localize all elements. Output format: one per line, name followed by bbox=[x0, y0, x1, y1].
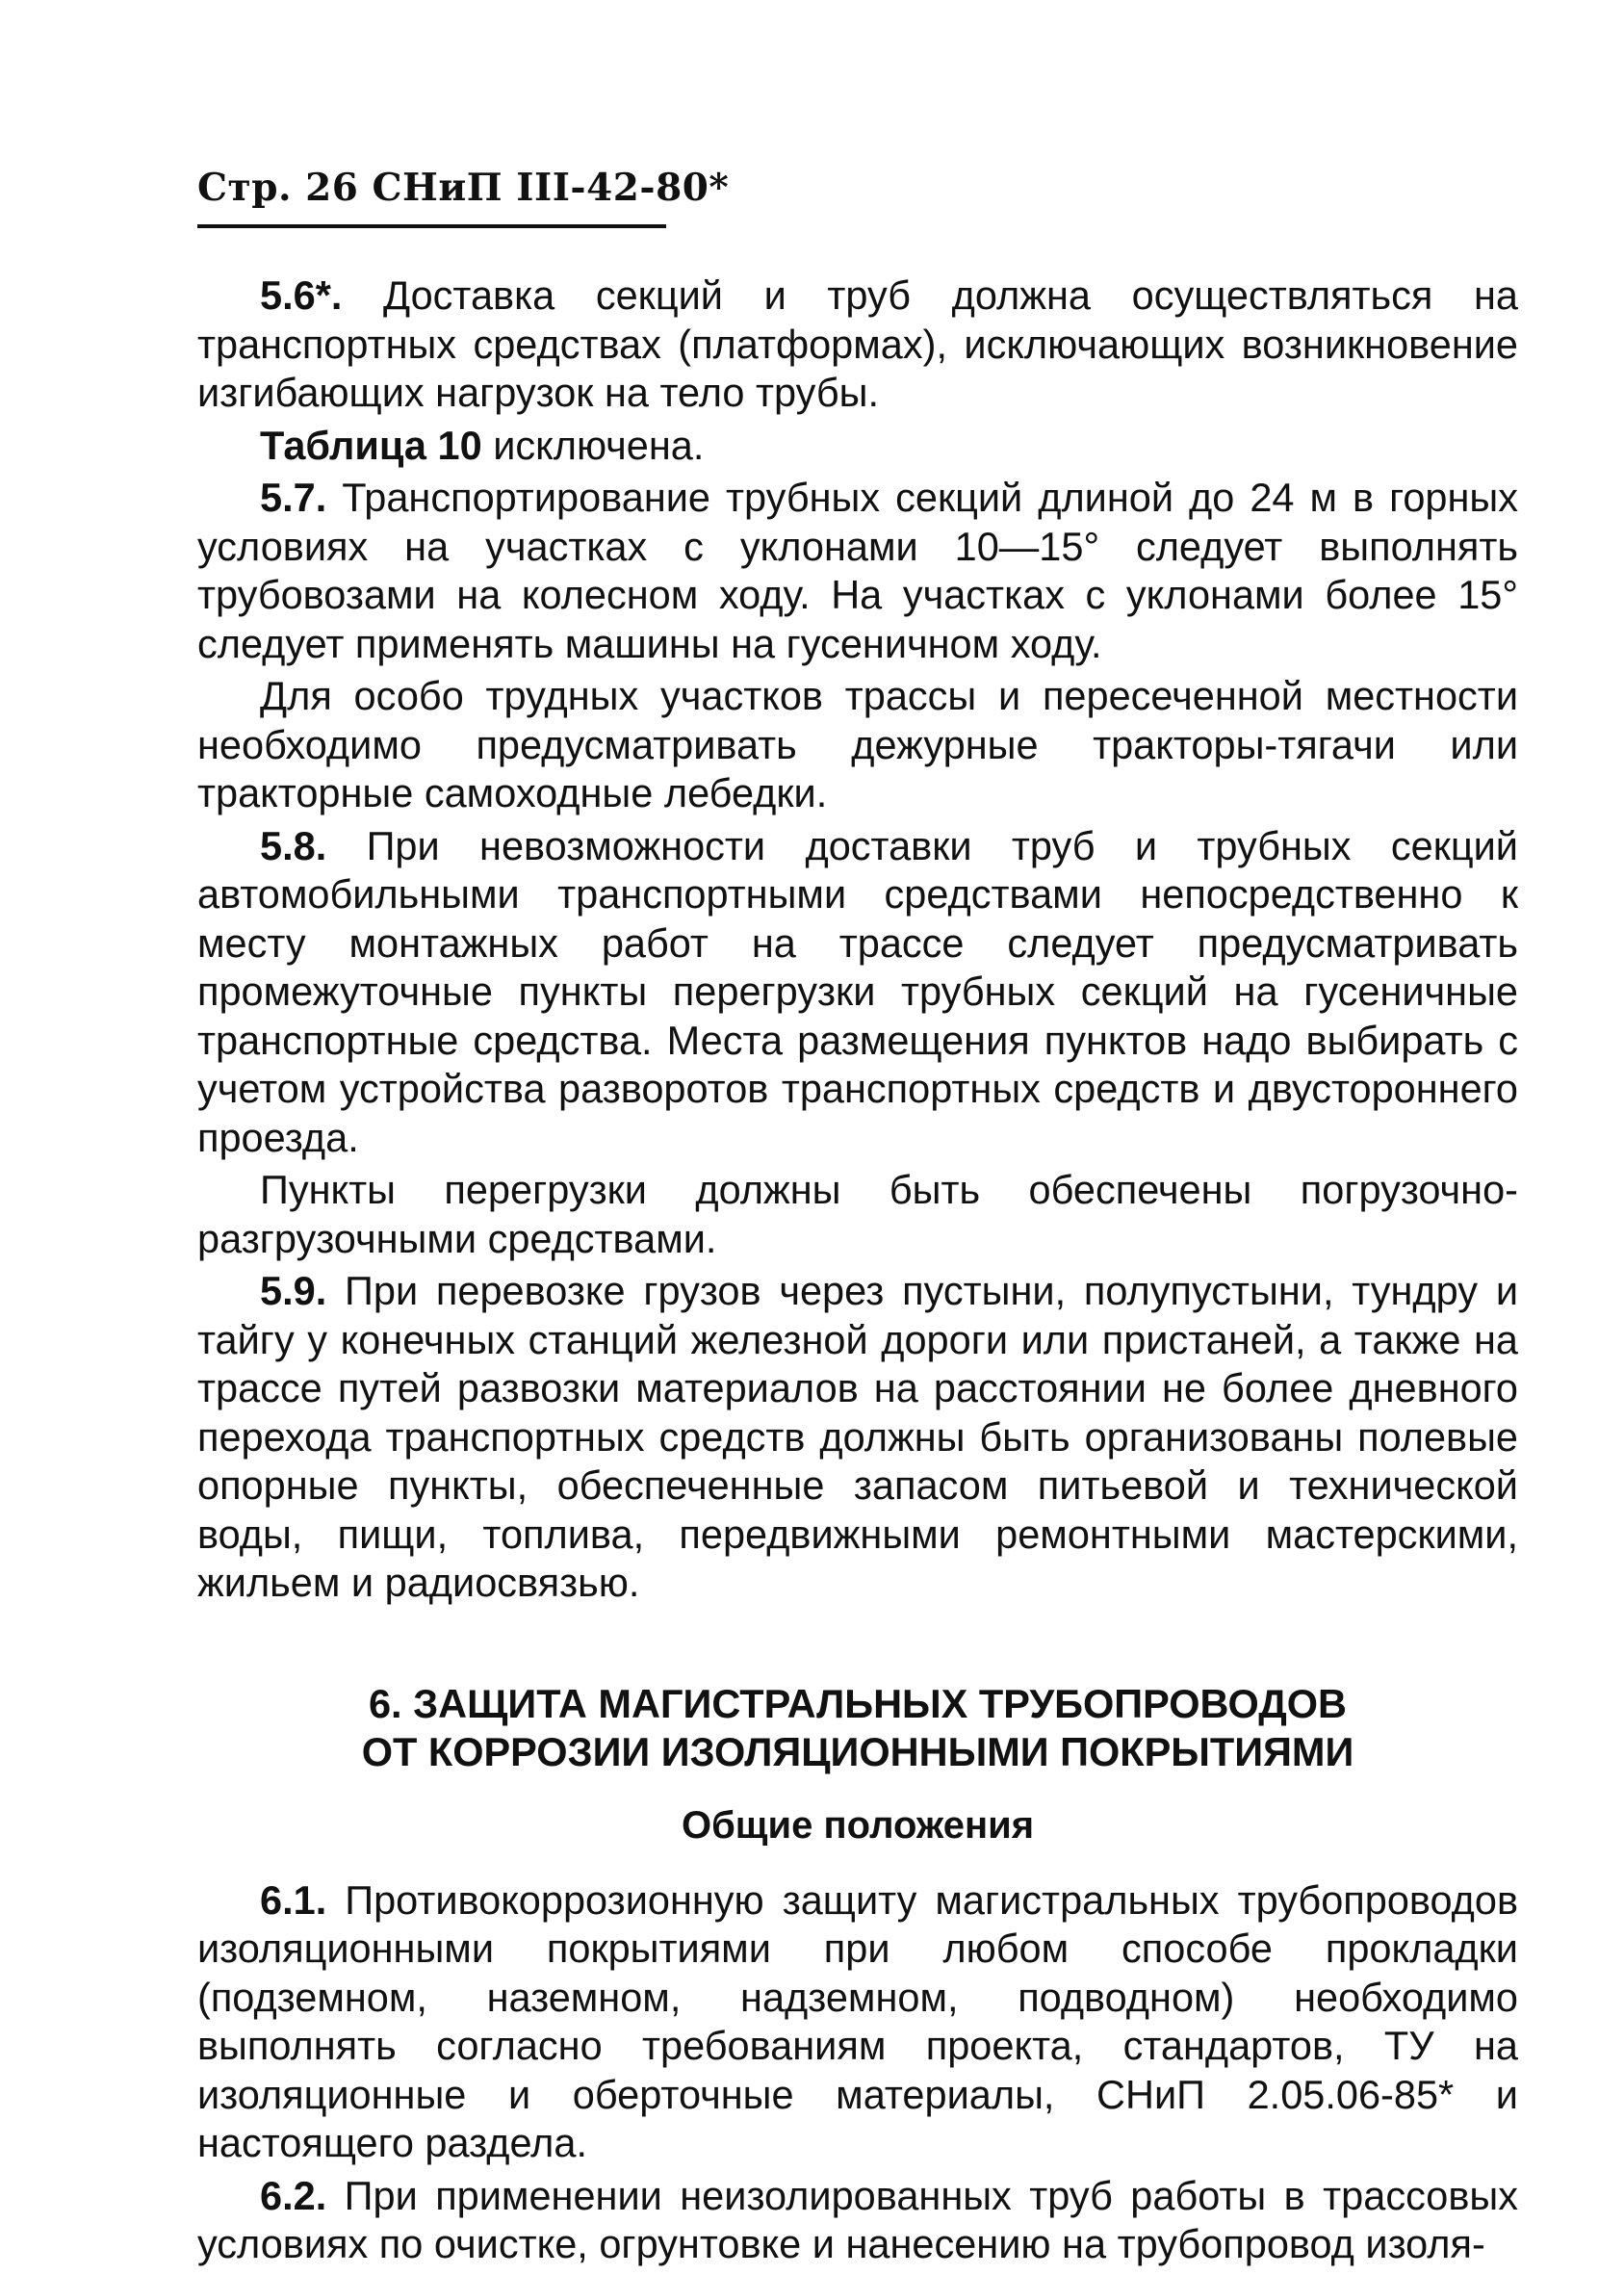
section-title-line: 6. ЗАЩИТА МАГИСТРАЛЬНЫХ ТРУБОПРОВОДОВ bbox=[368, 1680, 1348, 1726]
paragraph-5-8-continued bbox=[197, 1166, 1518, 1263]
paragraph-text: исключена. bbox=[481, 422, 705, 468]
paragraph-5-7 bbox=[197, 474, 1518, 668]
clause-number: 5.7. bbox=[260, 475, 327, 520]
paragraph-5-9 bbox=[197, 1267, 1518, 1608]
running-header: Стр. 26 СНиП III-42-80* bbox=[197, 166, 730, 210]
paragraph-5-6 bbox=[197, 271, 1518, 418]
paragraph-text: Противокоррозионную защиту магистральных трубопроводов изоляционными покрытиями при любом способе прокладки (подземном, наземном, надземном, подводном) необходимо выполнять согласно требованиям проекта, стандартов, ТУ на изоляционные и оберточные материалы, СНиП 2.05.06-85* и настоящего раздела. bbox=[197, 1876, 1518, 2165]
body-text bbox=[197, 271, 1518, 2273]
header-rule bbox=[197, 224, 666, 228]
clause-number: 5.9. bbox=[260, 1268, 327, 1313]
paragraph-text: Доставка секций и труб должна осуществляться на транспортных средствах (платформах), исключающих возникновение изгибающих нагрузок на тело трубы. bbox=[197, 272, 1518, 415]
paragraph-text: Пункты перегрузки должны быть обеспечены погрузочно-разгрузочными средствами. bbox=[197, 1167, 1518, 1261]
clause-number: 5.8. bbox=[260, 822, 327, 868]
clause-number: 6.1. bbox=[260, 1876, 327, 1923]
clause-number: 5.6*. bbox=[260, 272, 343, 318]
paragraph-text: Транспортирование трубных секций длиной до 24 м в горных условиях на участках с уклонами 10—15° следует выполнять трубовозами на колесном ходу. На участках с уклонами более 15° следует применять машины на гусеничном ходу. bbox=[197, 475, 1518, 666]
paragraph-table-10 bbox=[197, 422, 1518, 471]
paragraph-5-7-continued bbox=[197, 672, 1518, 818]
paragraph-6-1 bbox=[197, 1876, 1518, 2168]
subsection-title: Общие положения bbox=[681, 1803, 1035, 1847]
paragraph-5-8 bbox=[197, 822, 1518, 1163]
paragraph-6-2 bbox=[197, 2172, 1518, 2269]
paragraph-text: При применении неизолированных труб работы в трассовых условиях по очистке, огрунтовке и нанесению на трубопровод изоля- bbox=[197, 2172, 1518, 2266]
paragraph-text: При невозможности доставки труб и трубных секций автомобильными транспортными средствами непосредственно к месту монтажных работ на трассе следует предусматривать промежуточные пункты перегрузки трубных секций на гусеничные транспортные средства. Места размещения пунктов надо выбирать с учетом устройства разворотов транспортных средств и двустороннего проезда. bbox=[197, 822, 1518, 1160]
section-title-line: ОТ КОРРОЗИИ ИЗОЛЯЦИОННЫМИ ПОКРЫТИЯМИ bbox=[361, 1728, 1354, 1774]
section-title bbox=[197, 1680, 1518, 1776]
paragraph-text: Для особо трудных участков трассы и пересеченной местности необходимо предусматривать дежурные тракторы-тягачи или тракторные самоходные лебедки. bbox=[197, 673, 1518, 815]
paragraph-text: При перевозке грузов через пустыни, полупустыни, тундру и тайгу у конечных станций железной дороги или пристаней, а также на трассе путей развозки материалов на расстоянии не более дневного перехода транспортных средств должны быть организованы полевые опорные пункты, обеспеченные запасом питьевой и технической воды, пищи, топлива, передвижными ремонтными мастерскими, жильем и радиосвязью. bbox=[197, 1268, 1518, 1605]
table-reference: Таблица 10 bbox=[260, 422, 482, 468]
clause-number: 6.2. bbox=[260, 2172, 327, 2218]
